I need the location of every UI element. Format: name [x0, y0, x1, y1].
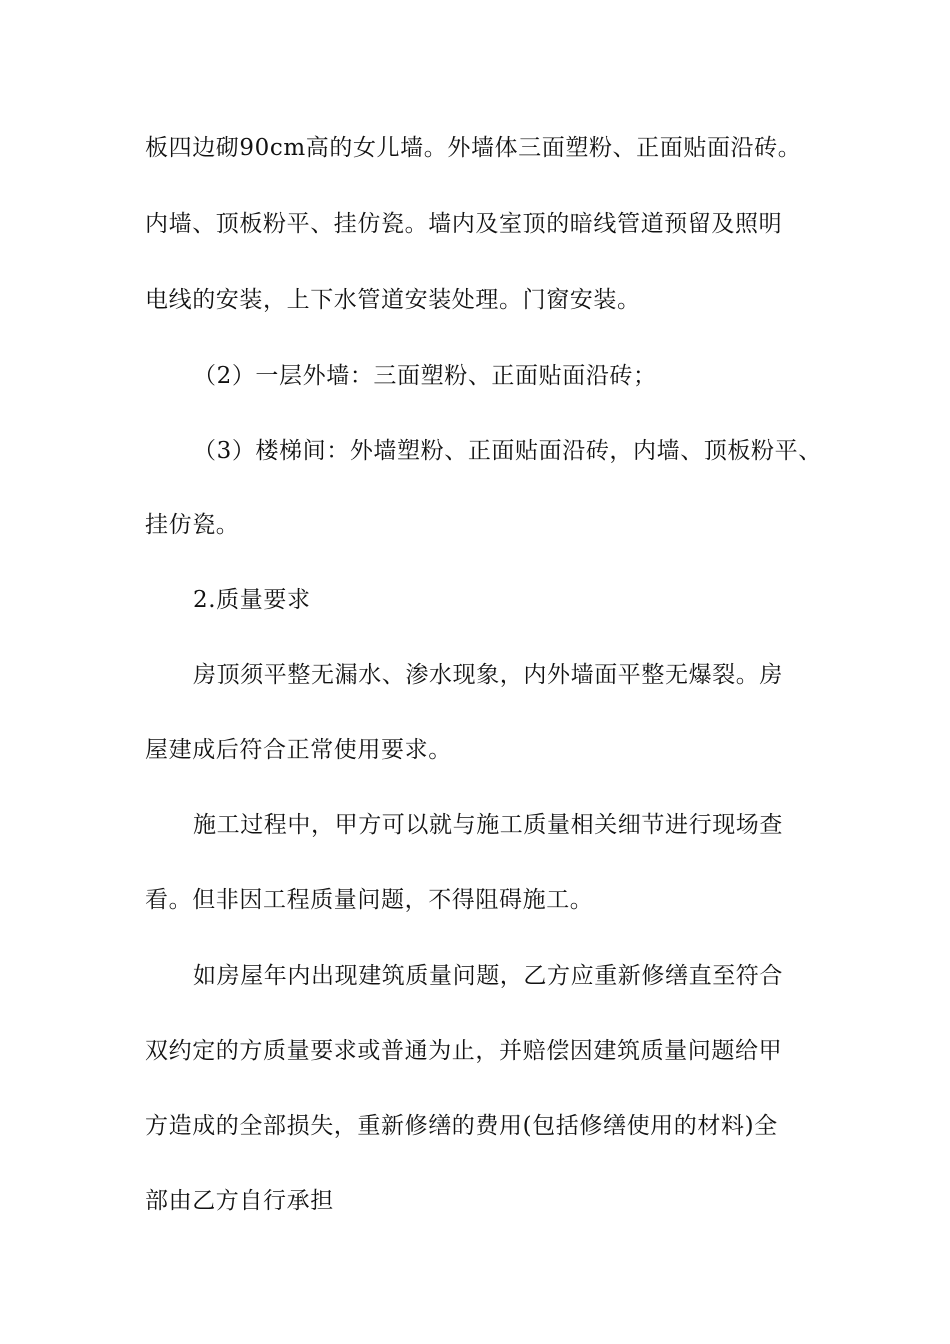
text-line-8: 房顶须平整无漏水、渗水现象，内外墙面平整无爆裂。房: [193, 662, 783, 688]
section-heading: 2.质量要求: [193, 587, 311, 613]
text-line-9: 屋建成后符合正常使用要求。: [145, 737, 452, 763]
text-line-13: 双约定的方质量要求或普通为止，并赔偿因建筑质量问题给甲: [145, 1038, 783, 1064]
text-line-14: 方造成的全部损失，重新修缮的费用(包括修缮使用的材料)全: [145, 1113, 778, 1139]
text-line-6: 挂仿瓷。: [145, 512, 240, 538]
text-line-2: 内墙、顶板粉平、挂仿瓷。墙内及室顶的暗线管道预留及照明: [145, 211, 783, 237]
text-line-3: 电线的安装，上下水管道安装处理。门窗安装。: [145, 287, 641, 313]
text-line-11: 看。但非因工程质量问题，不得阻碍施工。: [145, 887, 594, 913]
text-line-4: （2）一层外墙：三面塑粉、正面贴面沿砖；: [193, 363, 657, 389]
text-line-12: 如房屋年内出现建筑质量问题，乙方应重新修缮直至符合: [193, 963, 783, 989]
text-line-10: 施工过程中，甲方可以就与施工质量相关细节进行现场查: [193, 812, 783, 838]
text-line-15: 部由乙方自行承担: [145, 1188, 334, 1214]
text-line-1: 板四边砌90cm高的女儿墙。外墙体三面塑粉、正面贴面沿砖。: [145, 135, 802, 161]
text-line-5: （3）楼梯间：外墙塑粉、正面贴面沿砖，内墙、顶板粉平、: [193, 438, 822, 464]
